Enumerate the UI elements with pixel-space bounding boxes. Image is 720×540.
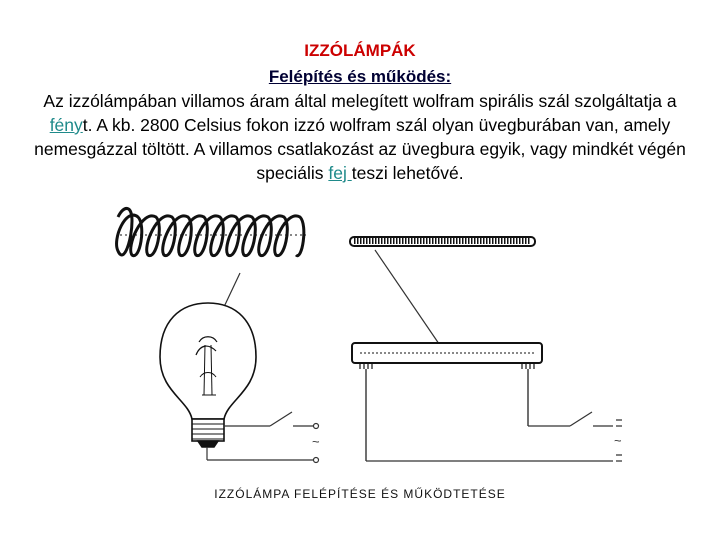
ac-symbol-left: ~ <box>312 434 320 449</box>
coiled-filament-zoom <box>117 208 306 255</box>
page-title: IZZÓLÁMPÁK <box>304 41 416 60</box>
body-text-part-3: teszi lehetővé. <box>351 163 464 183</box>
diagram-caption: IZZÓLÁMPA FELÉPÍTÉSE ÉS MŰKÖDTETÉSE <box>214 487 506 501</box>
body-text-part-1: Az izzólámpában villamos áram által melegített wolfram spirális szál szolgáltatja a <box>43 91 677 111</box>
link-fej[interactable]: fej <box>328 163 352 183</box>
description-paragraph <box>20 89 700 185</box>
link-feny[interactable]: fény <box>49 115 83 135</box>
section-subtitle: Felépítés és működés: <box>268 67 452 86</box>
ac-symbol-right: ~ <box>614 433 622 448</box>
right-circuit <box>366 412 622 461</box>
body-text-part-2: t. A kb. 2800 Celsius fokon izzó wolfram szál olyan üvegburában van, amely nemesgázzal töltött. A villamos csatlakozást az üvegbura egyik, vagy mindkét végén speciális <box>34 115 686 183</box>
tube-filament-zoom <box>350 237 535 246</box>
tube-lamp <box>352 343 542 461</box>
